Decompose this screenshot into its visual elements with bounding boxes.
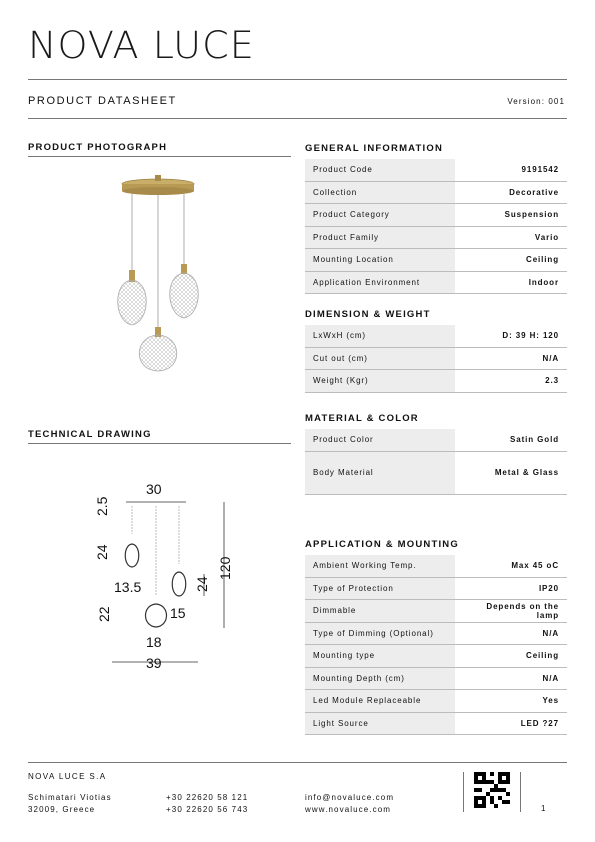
info-row-key: Led Module Replaceable — [305, 690, 455, 713]
drawing-heading: TECHNICAL DRAWING — [28, 429, 152, 440]
info-row — [305, 204, 567, 227]
footer-address — [28, 792, 112, 816]
info-row-key: Dimmable — [305, 600, 455, 623]
general-heading: GENERAL INFORMATION — [305, 143, 444, 154]
info-row-value: Vario — [455, 226, 567, 249]
application-heading: APPLICATION & MOUNTING — [305, 539, 459, 550]
footer-address-line1: Schimatari Viotias — [28, 793, 112, 802]
footer-phone-2: +30 22620 56 743 — [166, 805, 249, 814]
info-row-value: Satin Gold — [455, 429, 567, 451]
brand-logo: NOVA LUCE — [28, 24, 255, 67]
info-row — [305, 645, 567, 668]
page-number: 1 — [541, 804, 547, 813]
footer-phone-1: +30 22620 58 121 — [166, 793, 249, 802]
info-row-key: Mounting type — [305, 645, 455, 668]
info-row — [305, 347, 567, 370]
dim-13-5-label: 13.5 — [114, 579, 142, 595]
info-row-value: Decorative — [455, 181, 567, 204]
info-row — [305, 667, 567, 690]
info-row-value: D: 39 H: 120 — [455, 325, 567, 347]
version-label: Version: 001 — [507, 97, 565, 106]
header-top-rule — [28, 79, 567, 80]
info-row-key: Collection — [305, 181, 455, 204]
info-row — [305, 712, 567, 735]
info-row — [305, 159, 567, 181]
general-table — [305, 159, 567, 294]
dim-22-label: 22 — [96, 606, 112, 622]
dim-39-label: 39 — [146, 655, 162, 671]
technical-drawing — [90, 476, 260, 676]
info-row-key: Cut out (cm) — [305, 347, 455, 370]
info-row-value: Ceiling — [455, 249, 567, 272]
footer-phones — [166, 792, 248, 816]
dim-2-5-label: 2.5 — [94, 496, 110, 516]
info-row — [305, 429, 567, 451]
info-row-key: Weight (Kgr) — [305, 370, 455, 393]
info-row — [305, 555, 567, 577]
info-row-value: Depends on the lamp — [455, 600, 567, 623]
info-row — [305, 690, 567, 713]
info-row-value: IP20 — [455, 577, 567, 600]
info-row-key: Product Category — [305, 204, 455, 227]
footer-contact — [305, 792, 394, 816]
dim-15-label: 15 — [170, 605, 186, 621]
material-table — [305, 429, 567, 495]
footer-email-link[interactable]: info@novaluce.com — [305, 793, 395, 802]
info-row-key: Mounting Location — [305, 249, 455, 272]
info-row-value: LED ?27 — [455, 712, 567, 735]
document-title: PRODUCT DATASHEET — [28, 95, 177, 107]
info-row — [305, 451, 567, 494]
info-row-value: N/A — [455, 667, 567, 690]
dim-18-label: 18 — [146, 634, 162, 650]
info-row — [305, 325, 567, 347]
info-row-key: LxWxH (cm) — [305, 325, 455, 347]
product-photo — [100, 172, 220, 377]
footer-address-line2: 32009, Greece — [28, 805, 96, 814]
drawing-rule — [28, 443, 291, 444]
dimension-heading: DIMENSION & WEIGHT — [305, 309, 431, 320]
info-row-value: Indoor — [455, 271, 567, 294]
info-row — [305, 600, 567, 623]
info-row — [305, 181, 567, 204]
info-row — [305, 622, 567, 645]
photograph-rule — [28, 156, 291, 157]
footer-divider-left — [463, 772, 464, 812]
info-row-key: Product Code — [305, 159, 455, 181]
info-row-key: Product Color — [305, 429, 455, 451]
info-row — [305, 577, 567, 600]
info-row-key: Type of Dimming (Optional) — [305, 622, 455, 645]
dimension-table — [305, 325, 567, 393]
info-row-key: Product Family — [305, 226, 455, 249]
footer-divider-right — [520, 772, 521, 812]
info-row-value: Yes — [455, 690, 567, 713]
info-row-value: N/A — [455, 622, 567, 645]
qr-code-icon — [474, 772, 510, 808]
info-row — [305, 226, 567, 249]
info-row-key: Type of Protection — [305, 577, 455, 600]
header-bottom-rule — [28, 118, 567, 119]
info-row-value: Ceiling — [455, 645, 567, 668]
info-row-value: 9191542 — [455, 159, 567, 181]
photograph-heading: PRODUCT PHOTOGRAPH — [28, 142, 168, 153]
info-row-key: Mounting Depth (cm) — [305, 667, 455, 690]
dim-120-label: 120 — [217, 556, 233, 580]
info-row — [305, 370, 567, 393]
footer-web-link[interactable]: www.novaluce.com — [305, 805, 392, 814]
footer-company: NOVA LUCE S.A — [28, 772, 107, 781]
info-row-value: Suspension — [455, 204, 567, 227]
info-row — [305, 249, 567, 272]
info-row-key: Application Environment — [305, 271, 455, 294]
info-row-key: Ambient Working Temp. — [305, 555, 455, 577]
info-row — [305, 271, 567, 294]
info-row-key: Light Source — [305, 712, 455, 735]
info-row-value: N/A — [455, 347, 567, 370]
dim-24-right-label: 24 — [194, 576, 210, 592]
dim-30-label: 30 — [146, 481, 162, 497]
info-row-value: 2.3 — [455, 370, 567, 393]
application-table — [305, 555, 567, 735]
info-row-value: Metal & Glass — [455, 451, 567, 494]
info-row-key: Body Material — [305, 451, 455, 494]
dim-24-left-label: 24 — [94, 544, 110, 560]
material-heading: MATERIAL & COLOR — [305, 413, 419, 424]
info-row-value: Max 45 oC — [455, 555, 567, 577]
footer-rule — [28, 762, 567, 763]
